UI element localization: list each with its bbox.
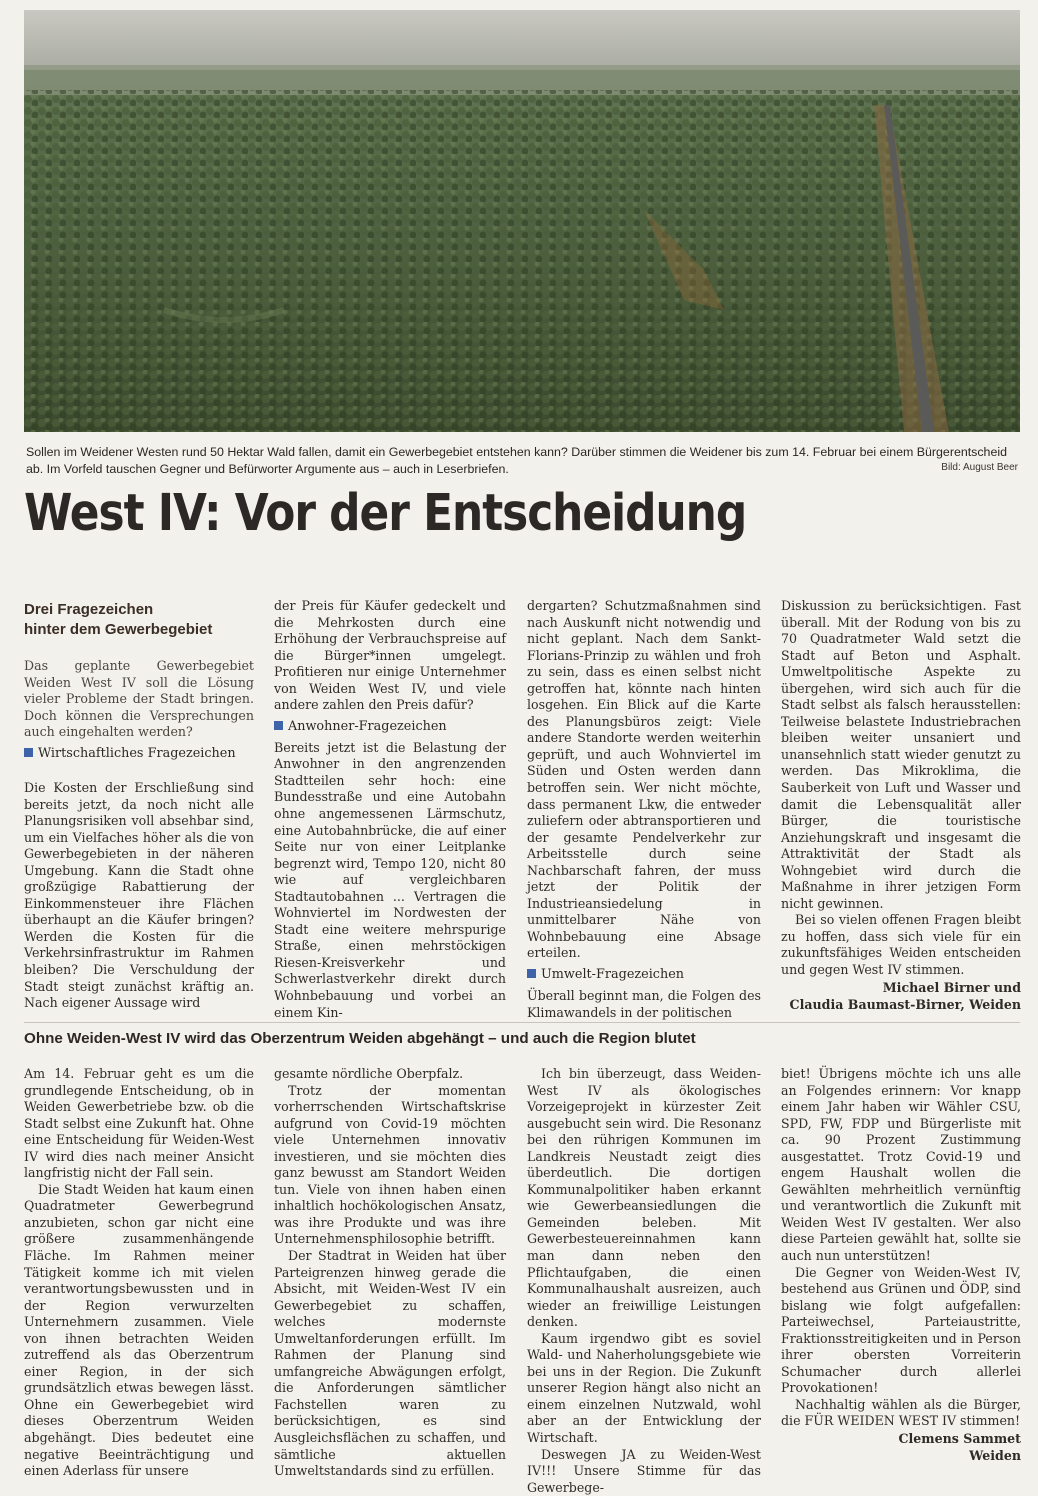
signature-line-2: Claudia Baumast-Birner, Weiden bbox=[789, 996, 1021, 1012]
letter2-p4: Der Stadtrat in Weiden hat über Parteigrenzen hinweg gerade die Absicht, mit Weiden-West IV ein Gewerbegebiet zu schaffen, welches modernste Umweltanforderungen erfüllt. Im Rahmen der Planung sind umfangreiche Abwägungen erfolgt, die Anforderungen sämtlicher Fachstellen waren zu berücksichtigen, es sind Ausgleichsflächen zu schaffen, und sämtliche aktuellen Umweltstandards sind zu erfüllen. bbox=[274, 1248, 506, 1479]
letter2-column-3 bbox=[527, 1066, 761, 1495]
photo-credit: Bild: August Beer bbox=[941, 462, 1018, 473]
letter1-signature bbox=[781, 979, 1021, 1013]
letter1-body-flow bbox=[24, 780, 254, 1011]
letter1-p3-cont: Diskussion zu berücksichtigen. Fast überall. Mit der Rodung von bis zu 70 Quadratmeter Wald setzt die Stadt auf Beton und Asphalt. Umweltpolitische Aspekte zu übergehen, wird sich auch für die Stadt selbst als falsch herausstellen: Teilweise belastete Industriebrachen bleiben weiter unsaniert und unansehnlich statt wieder genutzt zu werden. Das Mikroklima, die Sauberkeit von Luft und Wasser und damit die Lebensqualität aller Bürger, die touristische Anziehungskraft und insgesamt die Attraktivität der Stadt als Wohngebiet wird durch die Maßnahme in ihrer jetzigen Form nicht gewinnen. bbox=[781, 598, 1021, 911]
letter2-p3: Trotz der momentan vorherrschenden Wirtschaftskrise aufgrund von Covid-19 möchten viele Unternehmen innovativ investieren, und sie möchten dies ganz bewusst am Standort Weiden tun. Viele von ihnen haben einen inhaltlich hochökologischen Ansatz, was ihre Produkte und was ihre Unternehmensphilosophie betrifft. bbox=[274, 1082, 506, 1247]
letter1-column-1 bbox=[24, 600, 254, 767]
square-bullet-icon bbox=[527, 969, 536, 978]
letter1-intro: Das geplante Gewerbegebiet Weiden West IV soll die Lösung vieler Probleme der Stadt bringen. Doch können die Versprechungen auch eingehalten werden? bbox=[24, 658, 254, 740]
letter1-p1-part: Die Kosten der Erschließung sind bereits jetzt, da noch nicht alle Planungsrisiken voll absehbar sind, um ein Vielfaches höher als die von Gewerbegebieten in der näheren Umgebung. Kann die Stadt ohne großzügige Rabattierung der Einkommensteuer ihre Flächen überhaupt an die Käufer bringen? Werden die Kosten für die Verkehrsinfrastruktur im Rahmen bleiben? Die Verschuldung der Stadt steigt zunächst kräftig an. Nach eigener Aussage wird bbox=[24, 780, 254, 1011]
letter2-column-4 bbox=[781, 1066, 1021, 1468]
letter1-column-4 bbox=[781, 598, 1021, 1018]
letter2-column-2 bbox=[274, 1066, 506, 1479]
signature-line-2: Weiden bbox=[969, 1448, 1021, 1464]
letter1-kicker bbox=[24, 600, 254, 640]
kicker-line-2: hinter dem Gewerbegebiet bbox=[24, 621, 213, 638]
subhead-label: Umwelt-Fragezeichen bbox=[541, 967, 685, 983]
letter2-p1: Am 14. Februar geht es um die grundlegende Entscheidung, ob in Weiden Gewerbetriebe bzw. ob die Stadt selbst eine Zukunft hat. Ohne eine Entscheidung für Weiden-West IV wird dies nach meiner Ansicht langfristig nicht der Fall sein. bbox=[24, 1066, 254, 1181]
letter2-headline: Ohne Weiden-West IV wird das Oberzentrum Weiden abgehängt – und auch die Region blutet bbox=[24, 1030, 696, 1047]
letter1-p2-part: Bereits jetzt ist die Belastung der Anwohner in den angrenzenden Stadtteilen sehr hoch: eine Bundesstraße und eine Autobahn ohne angemessenen Lärmschutz, eine Autobahnbrücke, die auf einer Seite nur von einer Leitplanke begrenzt wird, Tempo 120, nicht 80 wie auf vergleichbaren Stadtautobahnen ... Vertragen die Wohnviertel im Nordwesten der Stadt eine weitere mehrspurige Straße, einen mehrstöckigen Riesen-Kreisverkehr und Schwerlastverkehr direkt durch Wohnbebauung und vorbei an einem Kin- bbox=[274, 739, 506, 1020]
section-divider bbox=[24, 1022, 1020, 1023]
letter2-p2-part: Die Stadt Weiden hat kaum einen Quadratmeter Gewerbegrund anzubieten, schon gar nicht eine größere zusammenhängende Fläche. Im Rahmen meiner Tätigkeit komme ich mit vielen verantwortungsbewussten und in der Region verwurzelten Unternehmern zusammen. Viele von ihnen betrachten Weiden zutreffend als das Oberzentrum einer Region, in der sich grundsätzlich etwas bewegen lässt. Ohne ein Gewerbegebiet wird dieses Oberzentrum Weiden abgehängt. Dies bedeutet eine negative Beeinträchtigung und einen Aderlass für unsere bbox=[24, 1181, 254, 1479]
subhead-wirtschaft bbox=[24, 745, 254, 763]
subhead-umwelt bbox=[527, 966, 761, 984]
signature-line-1: Clemens Sammet bbox=[898, 1431, 1021, 1447]
letter2-signature bbox=[781, 1430, 1021, 1464]
letter2-p8: Die Gegner von Weiden-West IV, bestehend aus Grünen und ÖDP, sind bislang wie folgt aufgefallen: Parteiwechsel, Parteiaustritte, Fraktionsstreitigkeiten und in Person ihrer obersten Vorreiterin Schumacher durch allerlei Provokationen! bbox=[781, 1264, 1021, 1396]
subhead-label: Wirtschaftliches Fragezeichen bbox=[38, 745, 236, 761]
letter1-column-3 bbox=[527, 598, 761, 1020]
letter2-p7-part: Deswegen JA zu Weiden-West IV!!! Unsere Stimme für das Gewerbege- bbox=[527, 1446, 761, 1495]
forest-aerial-photo bbox=[24, 10, 1020, 432]
square-bullet-icon bbox=[24, 748, 33, 757]
letter2-p9: Nachhaltig wählen als die Bürger, die FÜR WEIDEN WEST IV stimmen! bbox=[781, 1396, 1021, 1429]
subhead-anwohner bbox=[274, 718, 506, 736]
letter2-p2-cont: gesamte nördliche Oberpfalz. bbox=[274, 1066, 464, 1081]
square-bullet-icon bbox=[274, 721, 283, 730]
letter1-p3-part: Überall beginnt man, die Folgen des Klimawandels in der politischen bbox=[527, 988, 761, 1020]
letter1-p2-cont: dergarten? Schutzmaßnahmen sind nach Auskunft nicht notwendig und nicht geplant. Nach dem Sankt-Florians-Prinzip zu wählen und froh zu sein, dass es einen selbst nicht getroffen hat, könnte nach hinten losgehen. Ein Blick auf die Karte des Planungsbüros zeigt: Viele andere Standorte werden weiterhin geprüft, und auch Wohnviertel im Süden und Osten werden dann betroffen sein. Wer nicht möchte, dass permanent Lkw, die entweder zuliefern oder abtransportieren und der gesamte Pendelverkehr zur Arbeitsstelle durch seine Nachbarschaft fahren, der muss jetzt der Politik der Industrieansiedelung in unmittelbarer Nähe von Wohnbebauung eine Absage erteilen. bbox=[527, 598, 761, 961]
letter2-p7-cont: biet! Übrigens möchte ich uns alle an Folgendes erinnern: Vor knapp einem Jahr haben wir Wähler CSU, SPD, FW, FDP und Bürgerliste mit ca. 90 Prozent Zustimmung ausgestattet. Trotz Covid-19 und engem Haushalt wollen die Gewählten mehrheitlich vernünftig und verantwortlich die Zukunft mit Weiden West IV gestalten. Wer also diese Parteien gewählt hat, sollte sie auch nun unterstützen! bbox=[781, 1066, 1021, 1264]
letter2-p6: Kaum irgendwo gibt es soviel Wald- und Naherholungsgebiete wie bei uns in der Region. Die Zukunft unserer Region hängt also nicht an einem einzelnen Nutzwald, wohl aber an der Entwicklung der Wirtschaft. bbox=[527, 1330, 761, 1446]
signature-line-1: Michael Birner und bbox=[882, 979, 1021, 995]
letter1-p4: Bei so vielen offenen Fragen bleibt zu hoffen, dass sich viele für ein zukunftsfähiges Weiden entscheiden und gegen West IV stimmen. bbox=[781, 912, 1021, 978]
subhead-label: Anwohner-Fragezeichen bbox=[288, 718, 447, 734]
kicker-line-1: Drei Fragezeichen bbox=[24, 601, 154, 618]
page-headline: West IV: Vor der Entscheidung bbox=[24, 484, 747, 543]
letter2-p5: Ich bin überzeugt, dass Weiden-West IV als ökologisches Vorzeigeprojekt in kürzester Zeit ausgebucht sein wird. Die Resonanz bei den rührigen Kommunen im Landkreis Neustadt zeigt dies überdeutlich. Die dortigen Kommunalpolitiker haben erkannt wie Gewerbeansiedlungen die Gemeinden beleben. Mit Gewerbesteuereinnahmen kann man dann neben den Pflichtaufgaben, die einen Kommunalhaushalt ausreizen, auch wieder an freiwillige Leistungen denken. bbox=[527, 1066, 761, 1330]
letter2-column-1 bbox=[24, 1066, 254, 1479]
letter1-column-2 bbox=[274, 598, 506, 1020]
photo-caption: Sollen im Weidener Westen rund 50 Hektar Wald fallen, damit ein Gewerbegebiet entstehen kann? Darüber stimmen die Weidener bis zum 14. Februar bei einem Bürgerentscheid ab. Im Vorfeld tauschen Gegner und Befürworter Argumente aus – auch in Leserbriefen. bbox=[26, 445, 1007, 476]
letter1-p1-cont: der Preis für Käufer gedeckelt und die Mehrkosten durch eine Erhöhung der Verbrauchspreise auf die Bürger*innen umgelegt. Profitieren nur einige Unternehmer von Weiden West IV, und viele andere zahlen den Preis dafür? bbox=[274, 598, 506, 713]
